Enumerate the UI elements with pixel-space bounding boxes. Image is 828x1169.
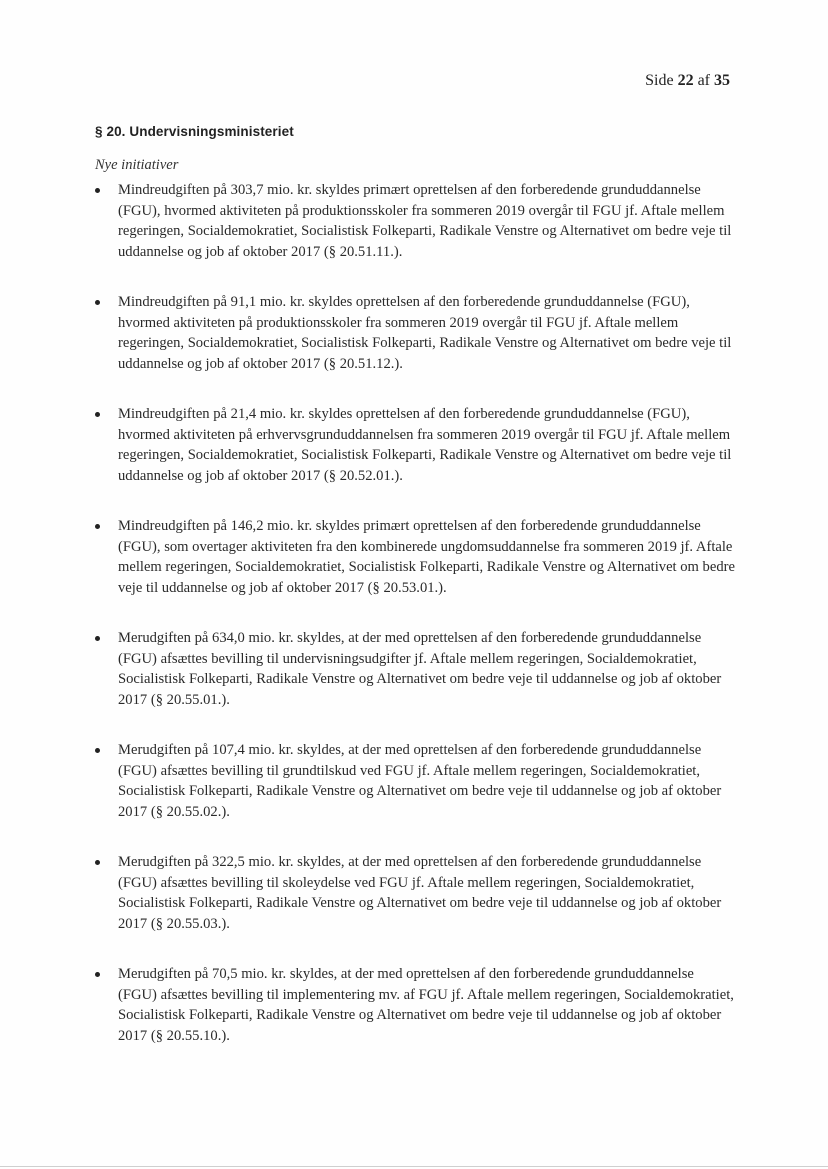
bullet-text: Merudgiften på 634,0 mio. kr. skyldes, at der med oprettelsen af den forberedende grunduddannelse (FGU) afsættes bevilling til undervisningsudgifter jf. Aftale mellem regeringen, Socialdemokratiet, Socialistisk Folkeparti, Radikale Venstre og Alternativet om bedre veje til uddannelse og job af oktober 2017 (§ 20.55.01.).: [118, 630, 722, 708]
bullet-icon: [95, 860, 100, 865]
bullet-item: [95, 740, 735, 822]
bullet-text: Merudgiften på 107,4 mio. kr. skyldes, at der med oprettelsen af den forberedende grunduddannelse (FGU) afsættes bevilling til grundtilskud ved FGU jf. Aftale mellem regeringen, Socialdemokratiet, Socialistisk Folkeparti, Radikale Venstre og Alternativet om bedre veje til uddannelse og job af oktober 2017 (§ 20.55.02.).: [118, 742, 722, 820]
bullet-list: [95, 180, 735, 1076]
bullet-text: Mindreudgiften på 91,1 mio. kr. skyldes oprettelsen af den forberedende grunduddannelse (FGU), hvormed aktiviteten på produktionsskoler fra sommeren 2019 overgår til FGU jf. Aftale mellem regeringen, Socialdemokratiet, Socialistisk Folkeparti, Radikale Venstre og Alternativet om bedre veje til uddannelse og job af oktober 2017 (§ 20.51.12.).: [118, 294, 732, 372]
bullet-icon: [95, 748, 100, 753]
bullet-text: Mindreudgiften på 146,2 mio. kr. skyldes primært oprettelsen af den forberedende grunduddannelse (FGU), som overtager aktiviteten fra den kombinerede ungdomsuddannelse fra sommeren 2019 jf. Aftale mellem regeringen, Socialdemokratiet, Socialistisk Folkeparti, Radikale Venstre og Alternativet om bedre veje til uddannelse og job af oktober 2017 (§ 20.53.01.).: [118, 518, 735, 596]
bullet-icon: [95, 636, 100, 641]
bullet-item: [95, 404, 735, 486]
bullet-item: [95, 852, 735, 934]
section-heading: § 20. Undervisningsministeriet: [95, 124, 294, 139]
page-total: 35: [714, 72, 730, 89]
bullet-icon: [95, 972, 100, 977]
bullet-item: [95, 292, 735, 374]
bullet-text: Merudgiften på 322,5 mio. kr. skyldes, at der med oprettelsen af den forberedende grunduddannelse (FGU) afsættes bevilling til skoleydelse ved FGU jf. Aftale mellem regeringen, Socialdemokratiet, Socialistisk Folkeparti, Radikale Venstre og Alternativet om bedre veje til uddannelse og job af oktober 2017 (§ 20.55.03.).: [118, 854, 722, 932]
bullet-icon: [95, 412, 100, 417]
bullet-icon: [95, 524, 100, 529]
page-mid: af: [693, 72, 714, 89]
page-current: 22: [677, 72, 694, 89]
bullet-text: Merudgiften på 70,5 mio. kr. skyldes, at der med oprettelsen af den forberedende grunduddannelse (FGU) afsættes bevilling til implementering mv. af FGU jf. Aftale mellem regeringen, Socialdemokratiet, Socialistisk Folkeparti, Radikale Venstre og Alternativet om bedre veje til uddannelse og job af oktober 2017 (§ 20.55.10.).: [118, 966, 734, 1044]
bullet-text: Mindreudgiften på 303,7 mio. kr. skyldes primært oprettelsen af den forberedende grunduddannelse (FGU), hvormed aktiviteten på produktionsskoler fra sommeren 2019 overgår til FGU jf. Aftale mellem regeringen, Socialdemokratiet, Socialistisk Folkeparti, Radikale Venstre og Alternativet om bedre veje til uddannelse og job af oktober 2017 (§ 20.51.11.).: [118, 182, 732, 260]
bullet-text: Mindreudgiften på 21,4 mio. kr. skyldes oprettelsen af den forberedende grunduddannelse (FGU), hvormed aktiviteten på erhvervsgrunduddannelsen fra sommeren 2019 overgår til FGU jf. Aftale mellem regeringen, Socialdemokratiet, Socialistisk Folkeparti, Radikale Venstre og Alternativet om bedre veje til uddannelse og job af oktober 2017 (§ 20.52.01.).: [118, 406, 732, 484]
page-number: [645, 72, 730, 90]
bullet-item: [95, 964, 735, 1046]
bullet-item: [95, 628, 735, 710]
bullet-icon: [95, 300, 100, 305]
subheading: Nye initiativer: [95, 157, 179, 173]
bullet-item: [95, 516, 735, 598]
page-prefix: Side: [645, 72, 678, 89]
bullet-item: [95, 180, 735, 262]
bullet-icon: [95, 188, 100, 193]
page-bottom-edge: [0, 1166, 828, 1167]
